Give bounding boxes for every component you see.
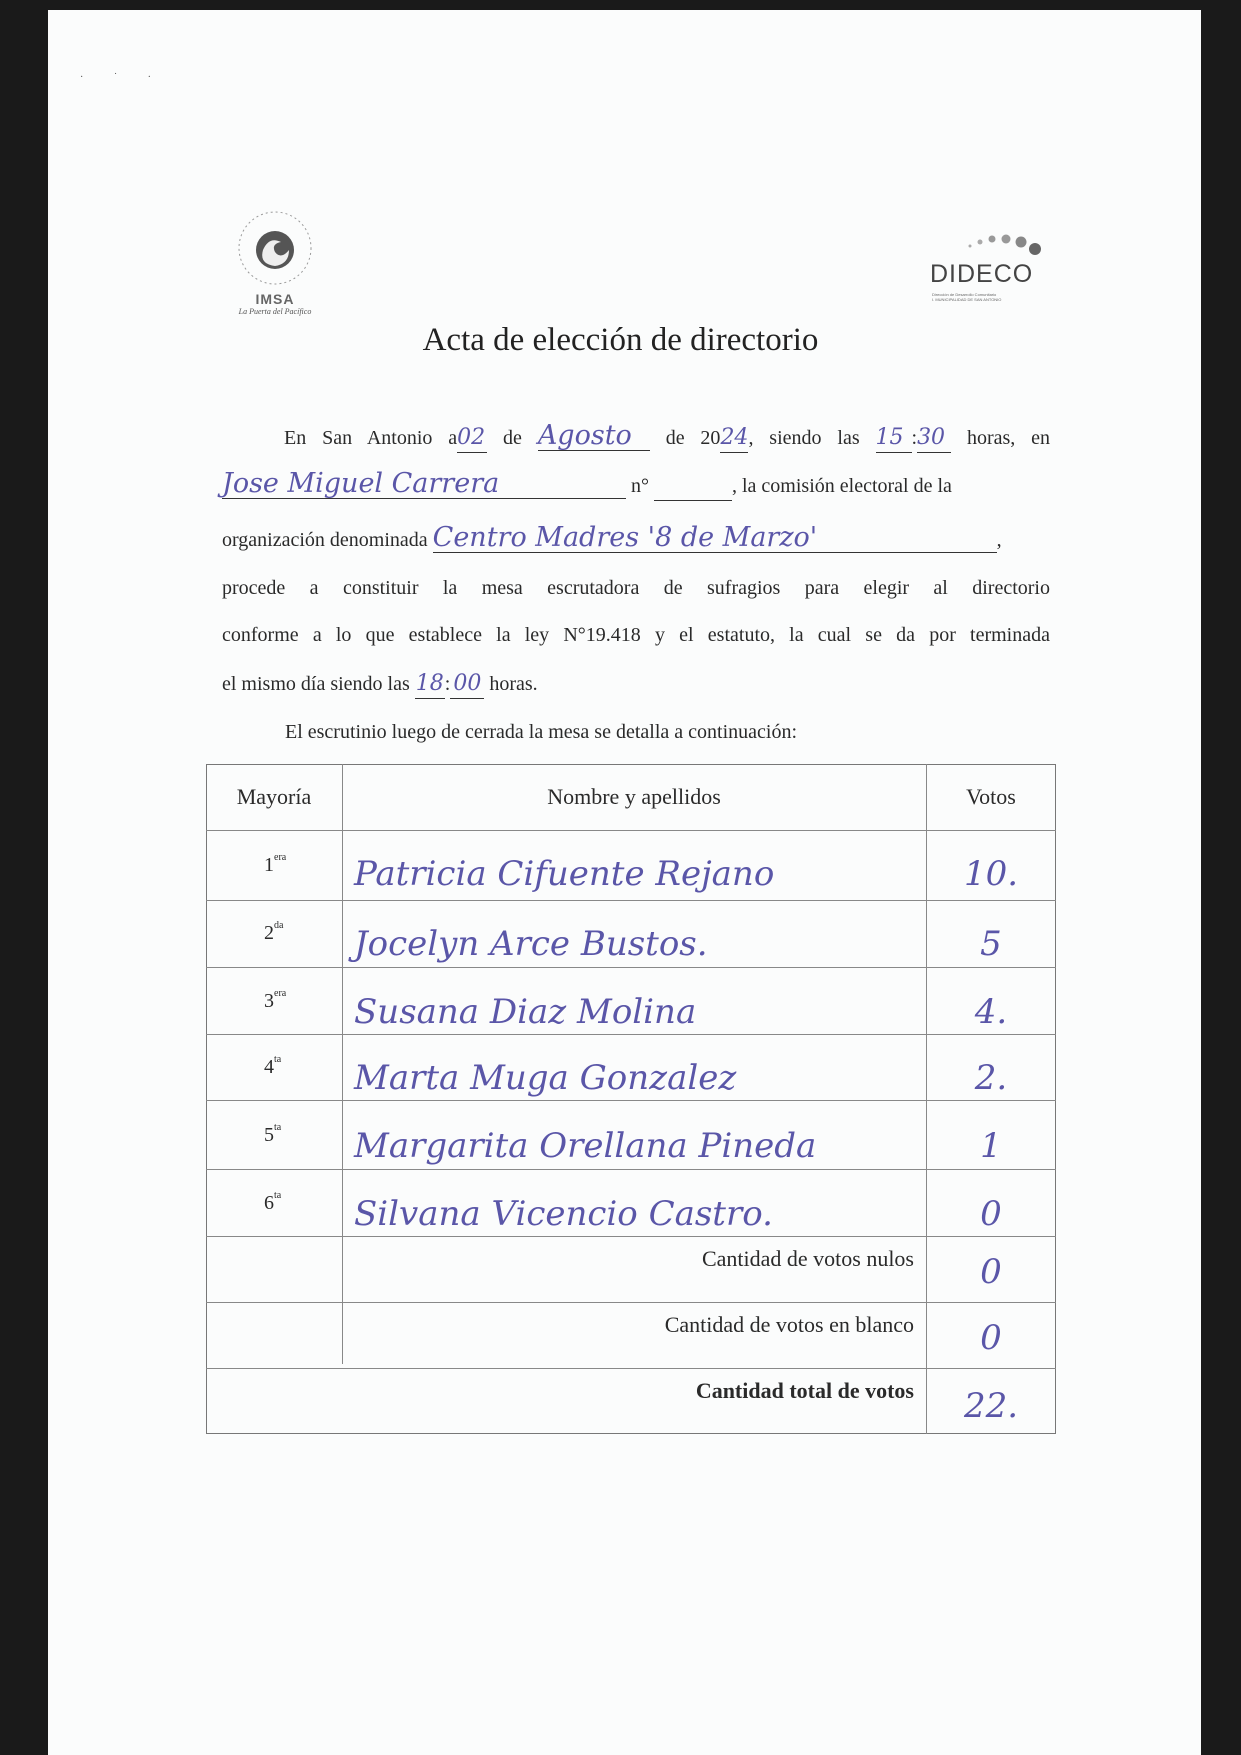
row-divider-1 (206, 900, 1056, 901)
scan-specks: · ˙ · (80, 72, 165, 83)
votes-value-5: 1 (980, 1126, 1002, 1166)
null-votes-value: 0 (980, 1252, 1002, 1292)
handwritten-place: Jose Miguel Carrera (222, 470, 626, 499)
rank-6 (264, 1192, 281, 1215)
text-organizacion-denominada: organización denominada (222, 529, 428, 551)
handwritten-organization: Centro Madres '8 de Marzo' (433, 524, 997, 553)
row-divider-6 (206, 1236, 1056, 1237)
scrutiny-intro: El escrutinio luego de cerrada la mesa se detalla a continuación: (285, 721, 798, 743)
rank-1-suffix: era (274, 852, 287, 863)
null-votes-label: Cantidad de votos nulos (701, 1246, 914, 1271)
votes-value-6: 0 (980, 1194, 1002, 1234)
text-horas-en: horas, en (966, 427, 1051, 449)
dideco-dots-icon (930, 232, 1042, 262)
text-en-san-antonio: En San Antonio a (284, 427, 458, 449)
candidate-name-5: Margarita Orellana Pineda (354, 1126, 817, 1166)
results-table (206, 764, 1056, 1434)
handwritten-month: Agosto (538, 422, 650, 451)
summary-divider-2 (206, 1368, 1056, 1369)
imsa-tagline: La Puerta del Pacífico (238, 307, 312, 316)
text-comision-electoral: , la comisión electoral de la (732, 475, 952, 497)
rank-1-number: 1 (264, 854, 274, 876)
imsa-wordmark: IMSA (255, 291, 295, 307)
candidate-name-3: Susana Diaz Molina (354, 992, 697, 1032)
rank-1 (264, 854, 286, 877)
text-comma: , (996, 529, 1002, 551)
header-divider (206, 830, 1056, 831)
handwritten-day: 02 (457, 424, 487, 453)
rank-5 (264, 1124, 281, 1147)
column-divider-votes (926, 764, 927, 1434)
summary-divider-1 (206, 1302, 1056, 1303)
rank-2-suffix: da (274, 920, 284, 931)
text-colon: : (911, 427, 918, 449)
votes-value-2: 5 (980, 924, 1002, 964)
handwritten-end-minute: 00 (450, 670, 484, 699)
rank-3-suffix: era (274, 988, 287, 999)
rank-4 (264, 1056, 281, 1079)
total-votes-label: Cantidad total de votos (695, 1378, 914, 1403)
rank-6-suffix: ta (274, 1190, 282, 1201)
para-line-4: procede a constituir la mesa escrutadora de sufragios para elegir al directorio (222, 577, 1050, 599)
row-divider-4 (206, 1100, 1056, 1101)
imsa-logo (220, 210, 330, 320)
dideco-subtitle (932, 292, 1044, 302)
row-divider-3 (206, 1034, 1056, 1035)
row-divider-5 (206, 1169, 1056, 1170)
dideco-logo (930, 232, 1042, 312)
candidate-name-1: Patricia Cifuente Rejano (354, 854, 775, 894)
rank-5-number: 5 (264, 1124, 274, 1146)
text-numero: n° (631, 475, 649, 497)
dideco-subtitle-line-2: I. MUNICIPALIDAD DE SAN ANTONIO (932, 297, 1002, 302)
text-mismo-dia: el mismo día siendo las (222, 673, 410, 695)
para-line-1 (222, 422, 1050, 453)
text-de-20: de 20 (665, 427, 721, 449)
blank-votes-label: Cantidad de votos en blanco (664, 1312, 914, 1337)
handwritten-minute: 30 (917, 424, 951, 453)
total-votes-value: 22. (963, 1386, 1019, 1426)
para-line-6 (222, 670, 1050, 699)
text-de: de (503, 427, 522, 449)
header-votos: Votos (966, 784, 1016, 809)
imsa-seal-icon (237, 210, 313, 286)
header-nombre: Nombre y apellidos (547, 784, 721, 809)
candidate-name-4: Marta Muga Gonzalez (354, 1058, 737, 1098)
para-line-5: conforme a lo que establece la ley N°19.418 y el estatuto, la cual se da por terminada (222, 624, 1050, 646)
votes-value-3: 4. (974, 992, 1008, 1032)
handwritten-year: 24 (720, 424, 748, 453)
dideco-wordmark: DIDECO (930, 260, 1034, 288)
votes-value-1: 10. (963, 854, 1019, 894)
numero-blank-field (654, 472, 732, 501)
votes-value-4: 2. (974, 1058, 1008, 1098)
candidate-name-6: Silvana Vicencio Castro. (354, 1194, 773, 1234)
rank-3 (264, 990, 286, 1013)
rank-4-suffix: ta (274, 1054, 282, 1065)
dideco-subtitle-line-1: Dirección de Desarrollo Comunitario (932, 292, 997, 297)
rank-5-suffix: ta (274, 1122, 282, 1133)
row-divider-2 (206, 967, 1056, 968)
rank-2-number: 2 (264, 922, 274, 944)
text-siendo-las: , siendo las (748, 427, 860, 449)
rank-6-number: 6 (264, 1192, 274, 1214)
column-divider-rank (342, 764, 343, 1364)
para-line-3 (222, 524, 1050, 554)
handwritten-hour: 15 (876, 424, 912, 453)
candidate-name-2: Jocelyn Arce Bustos. (354, 924, 708, 964)
rank-3-number: 3 (264, 990, 274, 1012)
text-end-colon: : (444, 673, 451, 695)
rank-2 (264, 922, 283, 945)
para-line-2 (222, 470, 1050, 501)
blank-votes-value: 0 (980, 1318, 1002, 1358)
document-title: Acta de elección de directorio (422, 322, 819, 358)
text-horas: horas. (489, 673, 538, 695)
header-mayoria: Mayoría (236, 784, 312, 809)
rank-4-number: 4 (264, 1056, 274, 1078)
handwritten-end-hour: 18 (415, 670, 445, 699)
